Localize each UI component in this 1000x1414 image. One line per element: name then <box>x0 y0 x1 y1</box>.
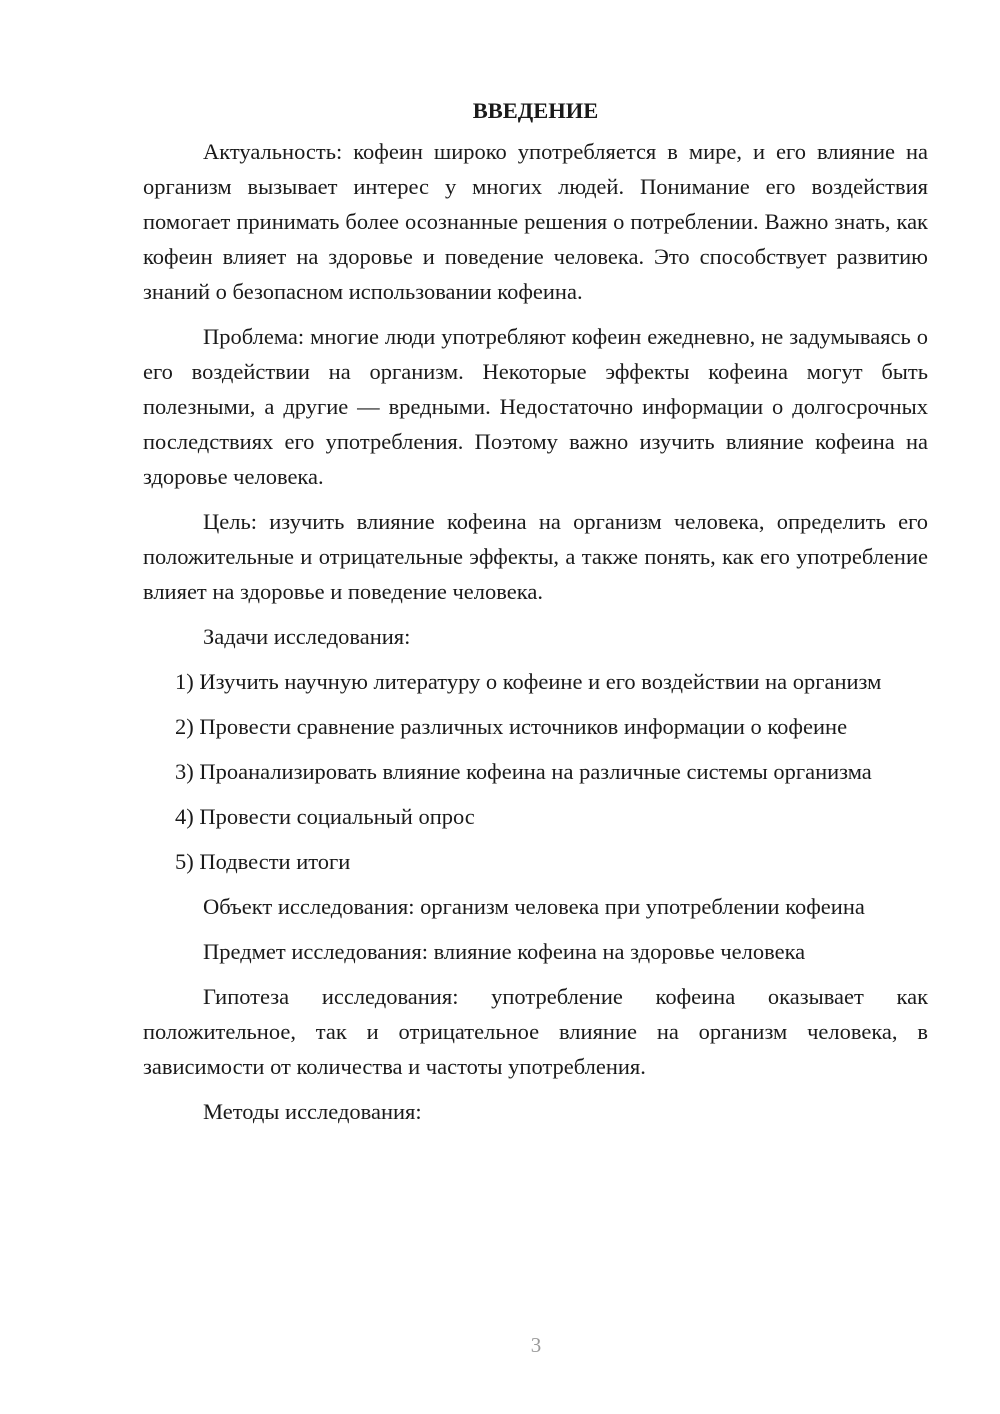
relevance-paragraph: Актуальность: кофеин широко употребляется в мире, и его влияние на организм вызывает интерес у многих людей. Понимание его воздействия помогает принимать более осознанные решения о потреблении. Важно знать, как кофеин влияет на здоровье и поведение человека. Это способствует развитию знаний о безопасном использовании кофеина. <box>143 139 928 304</box>
page-number: 3 <box>530 1333 542 1357</box>
task-item: 2) Провести сравнение различных источников информации о кофеине <box>175 714 848 739</box>
hypothesis-paragraph: Гипотеза исследования: употребление кофеина оказывает как положительное, так и отрицательное влияние на организм человека, в зависимости от количества и частоты употребления. <box>143 984 928 1079</box>
subject-paragraph: Предмет исследования: влияние кофеина на здоровье человека <box>203 939 806 964</box>
problem-paragraph: Проблема: многие люди употребляют кофеин ежедневно, не задумываясь о его воздействии на организм. Некоторые эффекты кофеина могут быть полезными, а другие — вредными. Недостаточно информации о долгосрочных последствиях его употребления. Поэтому важно изучить влияние кофеина на здоровье человека. <box>143 324 928 489</box>
section-title: ВВЕДЕНИЕ <box>472 98 599 123</box>
tasks-heading: Задачи исследования: <box>203 624 411 649</box>
task-item: 5) Подвести итоги <box>175 849 351 874</box>
task-item: 3) Проанализировать влияние кофеина на различные системы организма <box>175 759 872 784</box>
task-item: 4) Провести социальный опрос <box>175 804 475 829</box>
document-body <box>143 96 928 1139</box>
goal-paragraph: Цель: изучить влияние кофеина на организм человека, определить его положительные и отрицательные эффекты, а также понять, как его употребление влияет на здоровье и поведение человека. <box>143 509 928 604</box>
object-paragraph: Объект исследования: организм человека при употреблении кофеина <box>203 894 865 919</box>
methods-heading: Методы исследования: <box>203 1099 422 1124</box>
task-item: 1) Изучить научную литературу о кофеине и его воздействии на организм <box>175 669 882 694</box>
